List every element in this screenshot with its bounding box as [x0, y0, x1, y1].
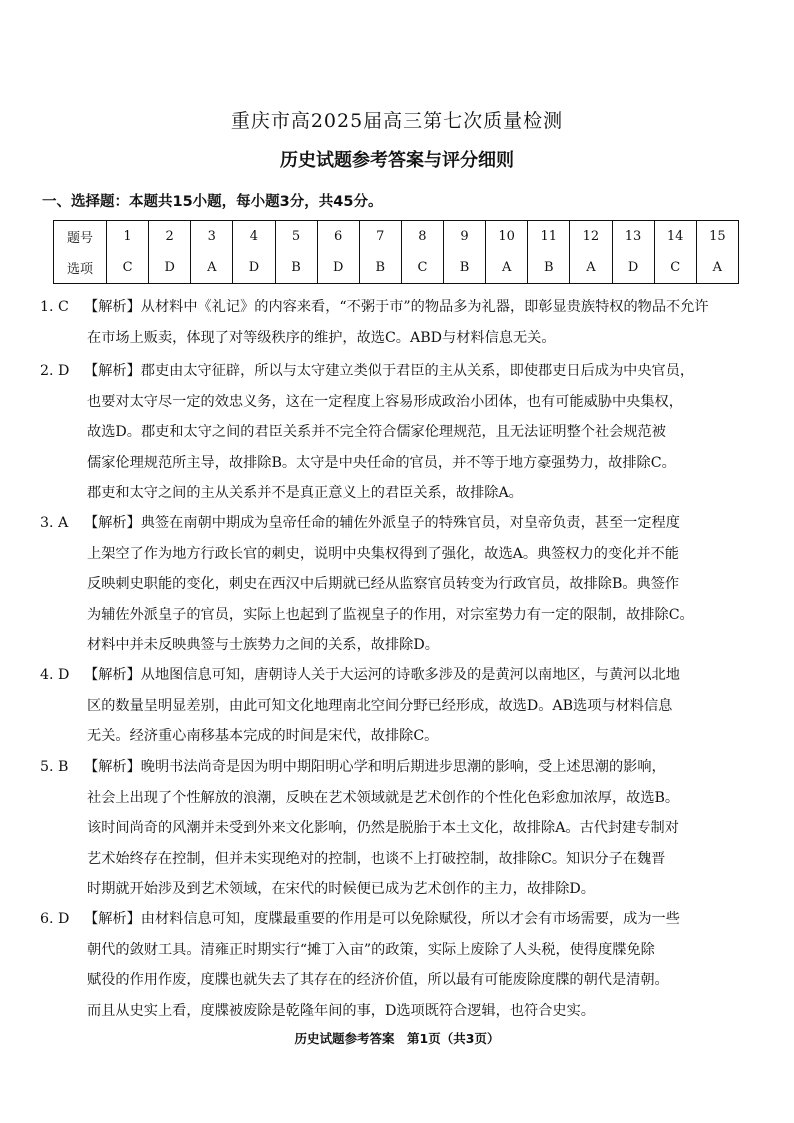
answer-cell: C — [401, 252, 443, 284]
explanation-line: 时期就开始涉及到艺术领域，在宋代的时候便已成为艺术创作的主力，故排除D。 — [87, 881, 595, 897]
answer-cell: A — [696, 252, 738, 284]
explanation-line: 材料中并未反映典签与士族势力之间的关系，故排除D。 — [87, 637, 439, 653]
explanation-q5 — [40, 752, 740, 905]
answer-cell: B — [528, 252, 570, 284]
question-number-cell: 4 — [233, 221, 275, 253]
explanation-line: 艺术始终存在控制，但并未实现绝对的控制，也谈不上打破控制，故排除C。知识分子在魏晋 — [87, 850, 666, 867]
explanation-line: 郡吏由太守征辟，所以与太守建立类似于君臣的主从关系，即使郡吏日后成为中央官员， — [140, 363, 695, 379]
explanation-line: 儒家伦理规范所主导，故排除B。太守是中央任命的官员，并不等于地方豪强势力，故排除C。 — [87, 454, 676, 471]
question-number-cell: 12 — [570, 221, 612, 253]
answer-cell: A — [570, 252, 612, 284]
explanation-q2 — [40, 356, 740, 509]
explanation-line: 由材料信息可知，度牒最重要的作用是可以免除赋役，所以才会有市场需要，成为一些 — [140, 911, 680, 927]
answer-cell: B — [359, 252, 401, 284]
answer-cell: A — [486, 252, 528, 284]
answer-cell: D — [612, 252, 654, 284]
explanation-line: 区的数量呈明显差别，由此可知文化地理南北空间分野已经形成，故选D。AB选项与材料信息 — [87, 697, 673, 714]
question-number-cell: 5 — [275, 221, 317, 253]
question-number-cell: 9 — [444, 221, 486, 253]
analysis-tag: 【解析】 — [84, 299, 141, 315]
explanation-line: 从材料中《礼记》的内容来看，“不粥于市”的物品多为礼器，即彰显贵族特权的物品不允许 — [140, 299, 709, 315]
answer-cell: C — [654, 252, 696, 284]
analysis-tag: 【解析】 — [84, 667, 141, 683]
question-number-cell: 8 — [401, 221, 443, 253]
explanation-q1 — [40, 292, 740, 353]
question-answer-number: 5. B — [40, 759, 69, 775]
analysis-tag: 【解析】 — [84, 759, 141, 775]
analysis-tag: 【解析】 — [84, 363, 141, 379]
explanation-line: 典签在南朝中期成为皇帝任命的辅佐外派皇子的特殊官员，对皇帝负责，甚至一定程度 — [140, 515, 680, 531]
page-subtitle: 历史试题参考答案与评分细则 — [280, 150, 514, 171]
question-answer-number: 1. C — [40, 299, 69, 315]
section-heading: 一、选择题：本题共15小题，每小题3分，共45分。 — [42, 194, 383, 210]
explanation-line: 社会上出现了个性解放的浪潮，反映在艺术领域就是艺术创作的个性化色彩愈加浓厚，故选B。 — [87, 789, 680, 806]
question-number-cell: 2 — [149, 221, 191, 253]
answer-cell: D — [149, 252, 191, 284]
answer-cell: D — [233, 252, 275, 284]
explanation-q3 — [40, 508, 740, 661]
explanation-line: 从地图信息可知，唐朝诗人关于大运河的诗歌多涉及的是黄河以南地区，与黄河以北地 — [140, 667, 680, 683]
question-number-cell: 13 — [612, 221, 654, 253]
explanation-line: 也要对太守尽一定的效忠义务，这在一定程度上容易形成政治小团体，也有可能威胁中央集权， — [87, 393, 683, 410]
question-answer-number: 2. D — [40, 363, 70, 379]
answer-cell: B — [275, 252, 317, 284]
explanation-line: 在市场上贩卖，体现了对等级秩序的维护，故选C。ABD与材料信息无关。 — [87, 329, 556, 346]
row-label-answer: 选项 — [54, 252, 107, 284]
explanation-line: 朝代的敛财工具。清雍正时期实行“摊丁入亩”的政策，实际上废除了人头税，使得度牒免除 — [87, 941, 655, 958]
question-number-cell: 3 — [191, 221, 233, 253]
question-number-cell: 10 — [486, 221, 528, 253]
answer-cell: D — [317, 252, 359, 284]
question-number-cell: 14 — [654, 221, 696, 253]
question-number-cell: 15 — [696, 221, 738, 253]
explanation-line: 该时间尚奇的风潮并未受到外来文化影响，仍然是脱胎于本土文化，故排除A。古代封建专制对 — [87, 820, 679, 836]
question-answer-number: 3. A — [40, 515, 69, 531]
explanation-line: 无关。经济重心南移基本完成的时间是宋代，故排除C。 — [87, 728, 439, 744]
explanation-line: 晚明书法尚奇是因为明中期阳明心学和明后期进步思潮的影响，受上述思潮的影响， — [140, 759, 666, 775]
question-answer-number: 6. D — [40, 911, 70, 927]
row-label-number: 题号 — [54, 221, 107, 253]
explanation-line: 为辅佐外派皇子的官员，实际上也起到了监视皇子的作用，对宗室势力有一定的限制，故排除C。 — [87, 606, 694, 623]
explanation-line: 赋役的作用作废，度牒也就失去了其存在的经济价值，所以最有可能废除度牒的朝代是清朝。 — [87, 972, 669, 988]
page-title: 重庆市高2025届高三第七次质量检测 — [230, 110, 564, 132]
answer-cell: A — [191, 252, 233, 284]
analysis-tag: 【解析】 — [84, 515, 141, 531]
answer-cell: B — [444, 252, 486, 284]
question-number-cell: 11 — [528, 221, 570, 253]
question-number-cell: 6 — [317, 221, 359, 253]
answer-table-number-row — [54, 221, 739, 253]
explanation-line: 故选D。郡吏和太守之间的君臣关系并不完全符合儒家伦理规范，且无法证明整个社会规范被 — [87, 424, 666, 440]
explanation-line: 而且从史实上看，度牒被废除是乾隆年间的事，D选项既符合逻辑，也符合史实。 — [87, 1002, 595, 1019]
answer-cell: C — [107, 252, 149, 284]
question-number-cell: 7 — [359, 221, 401, 253]
question-number-cell: 1 — [107, 221, 149, 253]
answer-table-answer-row — [54, 252, 739, 284]
answer-table — [53, 220, 739, 284]
explanation-line: 反映刺史职能的变化，刺史在西汉中后期就已经从监察官员转变为行政官员，故排除B。典签作 — [87, 576, 680, 592]
analysis-tag: 【解析】 — [84, 911, 141, 927]
explanation-q6 — [40, 904, 740, 1026]
explanation-q4 — [40, 660, 740, 752]
page-footer: 历史试题参考答案 第1页（共3页） — [294, 1031, 500, 1046]
explanation-line: 上架空了作为地方行政长官的刺史，说明中央集权得到了强化，故选A。典签权力的变化并不能 — [87, 545, 679, 562]
explanation-line: 郡吏和太守之间的主从关系并不是真正意义上的君臣关系，故排除A。 — [87, 485, 523, 501]
question-answer-number: 4. D — [40, 667, 70, 683]
